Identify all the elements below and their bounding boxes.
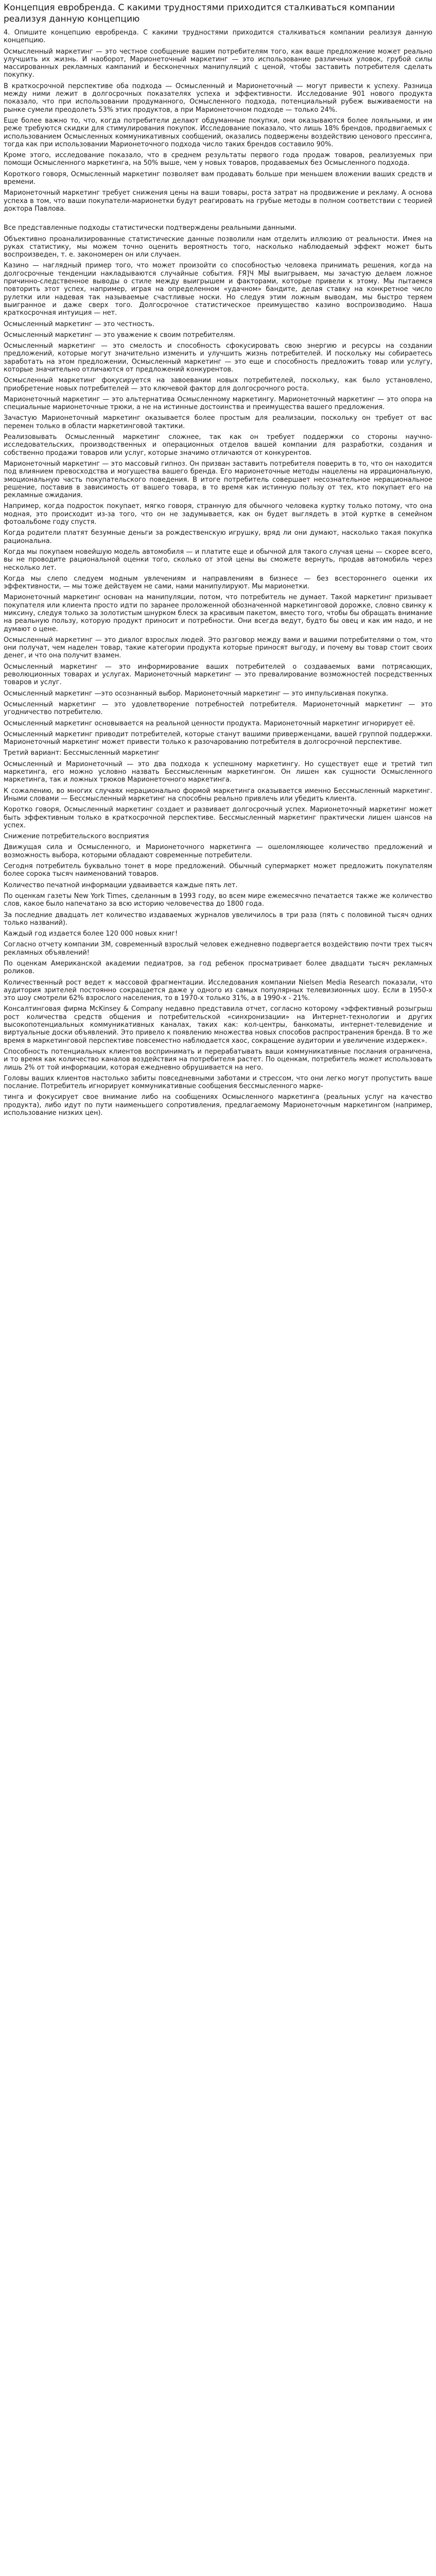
paragraph: По оценкам газеты New York Times, сделанным в 1993 году, во всем мире ежемесячно печатается также же количество слов, какое было напечатано за всю историю человечества до 1800 года. bbox=[4, 892, 432, 908]
paragraph: Количественный рост ведет к массовой фрагментации. Исследования компании Nielsen Media Research показали, что аудитория зрителей постоянно сокращается даже у одного из самых популярных телевизионных шоу. Если в 1950-х это шоу смотрели 62% взрослого населения, то в 1970-х только 31%, а в 1990-х - 21%. bbox=[4, 978, 432, 1003]
paragraph: Все представленные подходы статистически подтверждены реальными данными. bbox=[4, 224, 297, 232]
paragraph: Марионеточный маркетинг — это альтернатива Осмысленному маркетингу. Марионеточный маркетинг — это опора на специальные марионеточные трюки, а не на истинные достоинства и преимущества вашего предложения. bbox=[4, 395, 432, 412]
document-page bbox=[0, 0, 436, 1125]
paragraph: Реализовывать Осмысленный маркетинг сложнее, так как он требует поддержки со стороны научно-исследовательских, производственных и операционных отделов вашей компании для разработки, создания и собственно продажи товаров или услуг, которые значимо отличаются от конкурентов. bbox=[4, 433, 432, 457]
paragraph: Кроме этого, исследование показало, что в среднем результаты первого года продаж товаров, реализуемых при помощи Осмысленного маркетинга, на 50% выше, чем у новых товаров, продаваемых без Осмысленного подхода. bbox=[4, 151, 432, 167]
paragraph: Осмысленный маркетинг фокусируется на завоевании новых потребителей, поскольку, как было установлено, приобретение новых потребителей — это ключевой фактор для долгосрочного роста. bbox=[4, 377, 432, 393]
paragraph: Осмысленный маркетинг — это смелость и способность сфокусировать свою энергию и ресурсы на создании предложений, которые могут значительно изменить и улучшить жизнь потребителей. И поскольку мы собираетесь заработать на этом предложении, Осмысленный маркетинг — это еще и способность предложить товар или услугу, которые значительно отличаются от предложений конкурентов. bbox=[4, 342, 432, 374]
page-title: Концепция евробренда. С какими трудностями приходится сталкиваться компании реализуя данную концепцию bbox=[4, 3, 395, 24]
paragraph: Осмысленный и Марионеточный — это два подхода к успешному маркетингу. Но существует еще и третий тип маркетинга, его можно условно назвать Бессмысленным маркетингом. Он лишен как сущности Осмысленного маркетинга, так и ложных трюков Марионеточного маркетинга. bbox=[4, 760, 432, 784]
paragraph: За последние двадцать лет количество издаваемых журналов увеличилось в три раза (пять с половиной тысяч одних только названий). bbox=[4, 911, 432, 927]
paragraph: Например, когда подросток покупает, мягко говоря, странную для обычного человека куртку только потому, что она модная, это происходит из-за того, что он не задумывается, как он будет выглядеть в этой куртке в семейном фотоальбоме году спустя. bbox=[4, 502, 432, 527]
paragraph: Осмысленный маркетинг — это диалог взрослых людей. Это разговор между вами и вашими потребителями о том, что они получат, чем наделен товар, такие категории продукта которые приносят выгоду, и почему вы товар стоит своих денег, и что она получит взамен. bbox=[4, 636, 432, 660]
paragraph: Коротко говоря, Осмысленный маркетинг создает и развивает долгосрочный успех. Марионеточный маркетинг может быть эффективным только в краткосрочной перспективе. Бессмысленный маркетинг практически лишен шансов на успех. bbox=[4, 806, 432, 829]
paragraph: Снижение потребительского восприятия bbox=[4, 833, 149, 841]
paragraph: По оценкам Американской академии педиатров, за год ребенок просматривает более двадцати тысяч рекламных роликов. bbox=[4, 959, 432, 976]
paragraph: 4. Опишите концепцию евробренда. С какими трудностями приходится сталкиваться компании реализуя данную концепцию. bbox=[4, 29, 432, 45]
paragraph: Головы ваших клиентов настолько забиты повседневными заботами и стрессом, что они легко могут пропустить ваше послание. Потребитель игнорирует коммуникативные сообщения бессмысленного марке- bbox=[4, 1074, 432, 1091]
paragraph: Осмысленный маркетинг — это удовлетворение потребностей потребителя. Марионеточный маркетинг — это угодничество потребителю. bbox=[4, 700, 432, 717]
paragraph: Короткого говоря, Осмысленный маркетинг позволяет вам продавать больше при меньшем вложении ваших средств и времени. bbox=[4, 170, 432, 187]
paragraph: Марионеточный маркетинг требует снижения цены на ваши товары, роста затрат на продвижение и рекламу. А основа успеха в том, что ваши покупатели-марионетки будут реагировать на грубые методы в полном соответствии с теорией доктора Павлова. bbox=[4, 189, 432, 213]
paragraph: Осмысленный маркетинг —это осознанный выбор. Марионеточный маркетинг — это импульсивная покупка. bbox=[4, 689, 388, 698]
paragraph: Осмысленный маркетинг приводит потребителей, которые станут вашими приверженцами, вашей группой поддержки. Марионеточный маркетинг может привести только к разочарованию потребителя в долгосрочной перспективе. bbox=[4, 730, 432, 747]
paragraph: Консалтинговая фирма McKinsey & Company недавно представила отчет, согласно которому «эффективный розыгрыш рост количества средств общения и потребительской «синхронизации» на Интернет-технологии и других высокопотенциальных коммуникативных каналах, таких как: кол-центры, банкоматы, интернет-телевидение и виртуальные доски объявлений. Это привело к появлению множества новых способов распространения бренда. В то же время в маркетинговой перспективе повсеместно наблюдается хаос, сокращение аудитории и увеличение издержек». bbox=[4, 1005, 432, 1045]
paragraph: Осмысленный маркетинг — это честное сообщение вашим потребителям того, как ваше предложение может реально улучшить их жизнь. И наоборот, Марионеточный маркетинг — это использование различных уловок, грубой силы массированных рекламных кампаний и бесконечных манипуляций с ценой, чтобы заставить потребителя сделать покупку. bbox=[4, 47, 432, 79]
paragraph: Количество печатной информации удваивается каждые пять лет. bbox=[4, 881, 238, 889]
paragraph: Объективно проанализированные статистические данные позволили нам отделить иллюзию от реальности. Имея на руках статистику, мы можем точно оценить вероятность того, насколько наблюдаемый эффект может быть воспроизведен, т. е. закономерен он или случаен. bbox=[4, 235, 432, 259]
paragraph: Зачастую Марионеточный маркетинг оказывается более простым для реализации, поскольку он требует от вас перемен только в области маркетинговой тактики. bbox=[4, 414, 432, 430]
paragraph: Движущая сила и Осмысленного, и Марионеточного маркетинга — ошеломляющее количество предложений и возможность выбора, которыми обладают современные потребители. bbox=[4, 843, 432, 859]
paragraph: Сегодня потребитель буквально тонет в море предложений. Обычный супермаркет может предложить покупателям более сорока тысяч наименований товаров. bbox=[4, 862, 432, 878]
paragraph: Марионеточный маркетинг — это массовый гипноз. Он призван заставить потребителя поверить в то, что он находится под влиянием превосходства и могущества вашего бренда. Его марионеточные методы нацелены на иррациональную, эмоциональную часть покупательского поведения. В итоге потребитель совершает несознательное нерациональное решение, поставив в зависимость от вашего товара, в то время как истинную пользу от тех, кто покупает его на рекламные ожидания. bbox=[4, 460, 432, 500]
paragraph: В краткосрочной перспективе оба подхода — Осмысленный и Марионеточный — могут привести к успеху. Разница между ними лежит в долгосрочных показателях успеха и эффективности. Исследование 901 нового продукта показало, что при использовании продуманного, Осмысленного подхода, потенциальный рубеж выживаемости на рынке сумели преодолеть 53% этих продуктов, а при Марионеточном подходе — только 24%. bbox=[4, 82, 432, 114]
paragraph: Осмысленный маркетинг — это честность. bbox=[4, 320, 154, 328]
paragraph: Осмысленный маркетинг — это уважение к своим потребителям. bbox=[4, 331, 235, 339]
paragraph: Казино — наглядный пример того, что может произойти со способностью человека принимать решения, когда на долгосрочные тенденции накладываются случайные события. FЯ]Ч МЫ выигрываем, мы зачастую делаем ложное причинно-следственное выводы о стиле между выигрышем и факторами, которые привели к этому. Мы пытаемся повторить этот успех, например, играя на определенном «удачном» бандите, делая ставку на конкретное число рулетки или надевая так называемые счастливые носки. Но следуя этим ложным выводам, мы быстро теряем выигранное и даже сверх того. Долгосрочное статистическое преимущество казино воспроизводимо. Наша краткосрочная интуиция — нет. bbox=[4, 262, 432, 317]
paragraph: Третий вариант: Бессмысленный маркетинг bbox=[4, 749, 160, 757]
paragraph: Когда мы слепо следуем модным увлечениям и направлениям в бизнесе — без всестороннего оценки их эффективности, — мы тоже действуем не сами, нами манипулируют. Мы марионетки. bbox=[4, 574, 432, 591]
paragraph: Каждый год издается более 120 000 новых книг! bbox=[4, 930, 178, 938]
paragraph: Согласно отчету компании 3M, современный взрослый человек ежедневно подвергается воздействию почти трех тысяч рекламных объявлений! bbox=[4, 941, 432, 957]
paragraph: Еще более важно то, что, когда потребители делают обдуманные покупки, они оказываются более лояльными, и им реже требуются скидки для стимулирования покупок. Исследование показало, что лишь 18% брендов, продвигаемых с использованием Осмысленных коммуникативных сообщений, оказались подвержены воздействию ценового прессинга, тогда как при использовании Марионеточного подхода число таких брендов составило 90%. bbox=[4, 116, 432, 148]
paragraph: Осмысленный маркетинг основывается на реальной ценности продукта. Марионеточный маркетинг игнорирует её. bbox=[4, 719, 415, 727]
paragraph: К сожалению, во многих случаях нерационально формой маркетинга оказывается именно Бессмысленный маркетинг. Иными словами — Бессмысленный маркетинг на способны реально привлечь или убедить клиента. bbox=[4, 787, 432, 803]
paragraph: Когда мы покупаем новейшую модель автомобиля — и платите еще и обычной для такого случая цены — скорее всего, вы не проводите рациональной оценки того, сколько от этой цены вы сможете вернуть, продав автомобиль через несколько лет. bbox=[4, 548, 432, 572]
paragraph: тинга и фокусирует свое внимание либо на сообщениях Осмысленного маркетинга (реальных услуг на качество продукта), либо идут по пути наименьшего сопротивления, предлагаемому Марионеточным маркетингом (например, использование низких цен). bbox=[4, 1093, 432, 1117]
article-body bbox=[4, 29, 432, 1117]
paragraph: Способность потенциальных клиентов воспринимать и перерабатывать ваши коммуникативные послания ограничена, и то время как количество каналов воздействия на потребителя растет. По оценкам, потребитель может использовать лишь 2% от той информации, которая ежедневно обрушивается на него. bbox=[4, 1047, 432, 1072]
paragraph: Марионеточный маркетинг основан на манипуляции, потом, что потребитель не думает. Такой маркетинг призывает покупателя или клиента просто идти по заранее проложенной обозначенной маркетинговой дорожке, словно свинку к миксину, следуя только за золотистым шнурком блеск за красивым пакетом, вместо того, чтобы бы обращать внимание на реальную пользу, которую продукт приносит и потребности. Они всегда ведут, будто бы овец и как им надо, и не думают о цене. bbox=[4, 594, 432, 633]
paragraph: Когда родители платят безумные деньги за рождественскую игрушку, вряд ли они думают, насколько такая покупка рациональна. bbox=[4, 529, 432, 545]
paragraph: Осмысленный маркетинг — это информирование ваших потребителей о создаваемых вами потрясающих, революционных товарах и услугах. Марионеточный маркетинг — это превалирование возможностей посредственных товаров и услуг. bbox=[4, 663, 432, 687]
